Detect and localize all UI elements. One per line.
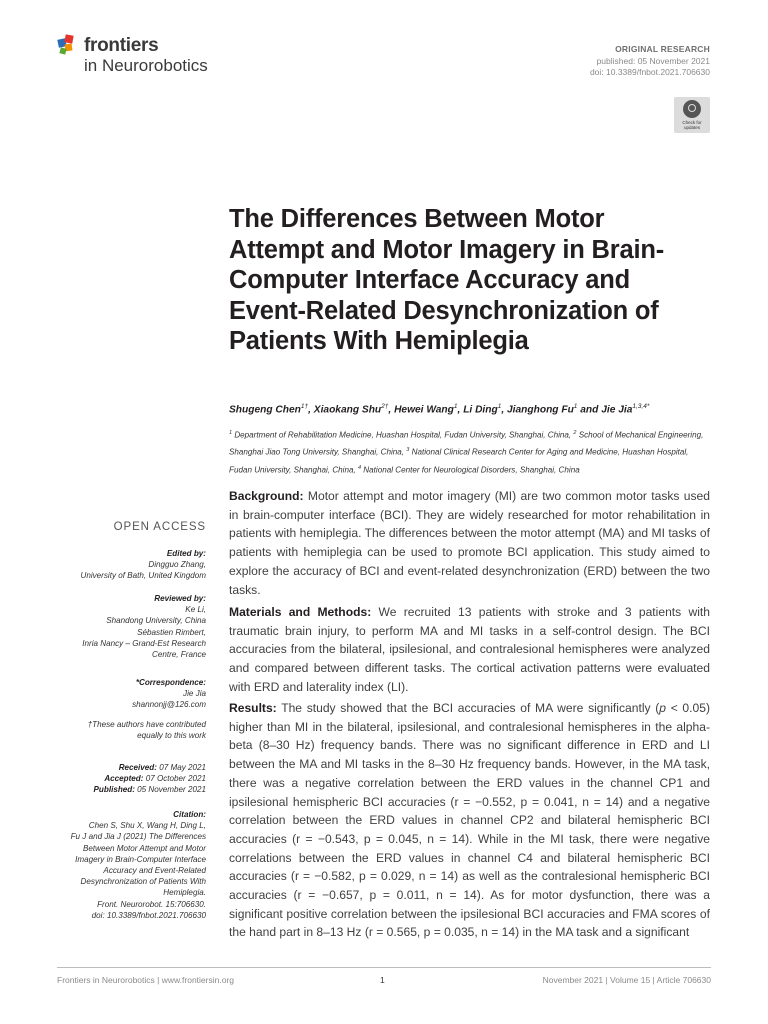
citation-line: Between Motor Attempt and Motor: [83, 843, 206, 853]
published-label: Published:: [93, 785, 135, 795]
stat-value: r = −0.657, p = 0.011, n = 14: [297, 888, 477, 903]
footer-journal-link[interactable]: Frontiers in Neurorobotics | www.frontiersin.org: [57, 975, 234, 985]
abstract-background: [229, 487, 710, 599]
stat-value: r = 0.565, p = 0.035, n = 14: [368, 925, 516, 940]
reviewed-by-label: Reviewed by:: [154, 594, 206, 603]
correspondence-block: [56, 677, 206, 711]
page-number: 1: [380, 975, 385, 985]
affiliations: [229, 426, 711, 478]
affil-num: 4: [357, 464, 362, 471]
p-symbol: p: [659, 701, 667, 715]
citation-line: Imagery in Brain-Computer Interface: [75, 854, 206, 864]
check-updates-button[interactable]: [674, 97, 710, 133]
background-text: Motor attempt and motor imagery (MI) are two common motor tasks used in brain-computer interface (BCI). They are widely researched for motor rehabilitation in patients with hemiplegia. The differences between the motor attempt (MA) and MI tasks of patients with hemiplegia can be used to promote BCI application. This study aimed to explore the accuracy of BCI and event-related desynchronization (ERD) between the two tasks.: [229, 489, 710, 597]
affiliation-1: Department of Rehabilitation Medicine, Huashan Hospital, Fudan University, Shanghai, China,: [234, 430, 572, 440]
open-access-label: OPEN ACCESS: [113, 521, 206, 533]
citation-label: Citation:: [173, 810, 206, 819]
citation-line: Accuracy and Event-Related: [103, 866, 206, 876]
author-list: Shugeng Chen$^{1\dagger}$, Xiaokang Shu$^{2\dagger}$, Hewei Wang$^1$, Li Ding$^1$, Jianghong Fu$^1$ and Jie Jia$^{1,3,4*}$: [229, 403, 650, 416]
dates-block: [56, 762, 206, 796]
bookmark-icon: [683, 100, 701, 118]
doi-link[interactable]: doi: 10.3389/fnbot.2021.706630: [589, 67, 710, 77]
citation-line: Hemiplegia.: [163, 888, 206, 898]
footer-divider: [57, 967, 711, 968]
abstract-methods: [229, 603, 710, 697]
correspondence-email[interactable]: shannonjj@126.com: [132, 700, 206, 710]
frontiers-logo-icon: [57, 33, 83, 59]
affiliation-4: National Center for Neurological Disorders, Shanghai, China: [363, 465, 580, 475]
reviewer-affiliation: Inria Nancy – Grand-Est Research: [82, 638, 206, 648]
edited-by-block: [56, 548, 206, 582]
author-sup: 1,3,4*: [632, 403, 650, 410]
stat-value: r = −0.552, p = 0.041, n = 14: [454, 794, 620, 809]
received-date: 07 May 2021: [159, 763, 206, 772]
results-text: ) in the MA task and a significant: [515, 925, 690, 940]
citation-doi[interactable]: doi: 10.3389/fnbot.2021.706630: [91, 910, 206, 920]
edited-by-label: Edited by:: [166, 549, 206, 558]
footer-issue-info: November 2021 | Volume 15 | Article 706630: [542, 975, 711, 985]
abstract-results: [229, 699, 710, 942]
citation-journal: Front. Neurorobot. 15:706630.: [97, 899, 206, 909]
author-sup: 1: [453, 403, 458, 410]
reviewer-affiliation: Centre, France: [152, 650, 206, 660]
equal-contribution-note: [56, 719, 206, 741]
received-label: Received:: [118, 763, 157, 772]
author-sup: 1†: [300, 403, 309, 410]
correspondence-name: Jie Jia: [183, 689, 206, 699]
correspondence-label: *Correspondence:: [135, 678, 206, 687]
results-text: ). As for motor dysfunction, there was a significant positive correlation between the ipsilesional BCI accuracies and FMA scores of the hand part in 8–13 Hz (: [229, 888, 710, 940]
editor-name: Dingguo Zhang,: [148, 560, 206, 570]
stat-value: r = −0.543, p = 0.045, n = 14: [296, 831, 466, 846]
results-text: < 0.05) higher than MI in the bilateral, ipsilesional, and contralesional hemispheres in the alpha-beta (8–30 Hz) frequency bands. There was no significant difference in ERD and LI between the MA and MI tasks in the 8–30 Hz frequency bands. However, in the MA task, there was a negative correlation between the ERD values in the channel CP1 and ipsilesional hemispheric BCI accuracies (: [229, 701, 710, 809]
citation-line: Desynchronization of Patients With: [80, 877, 206, 887]
check-updates-label: Check for updates: [682, 120, 702, 130]
affiliation-3: National Clinical Research Center for Aging and Medicine, Huashan Hospital, Fudan University, Shanghai, China,: [229, 447, 689, 475]
author-sup: 2†: [381, 403, 389, 410]
results-text: ). While in the MI task, there were negative correlations between the ERD values in channel C4 and bilateral hemispheric BCI accuracies (: [229, 831, 710, 884]
affil-num: 3: [406, 447, 410, 454]
citation-block: [56, 809, 206, 921]
editor-affiliation: University of Bath, United Kingdom: [80, 571, 206, 581]
journal-logo: [57, 33, 227, 81]
article-title: The Differences Between Motor Attempt and Motor Imagery in Brain-Computer Interface Accuracy and Event-Related Desynchronization of Patients With Hemiplegia: [229, 205, 665, 355]
author[interactable]: Shugeng Chen: [229, 404, 301, 416]
methods-text: We recruited 13 patients with stroke and 3 patients with traumatic brain injury, to perform MA and MI tasks in a self-control design. The BCI accuracies from the bilateral, ipsilesional, and contralesional hemispheres were analyzed and compared between different tasks. The cortical activation patterns were evaluated with ERD and laterality index (LI).: [229, 605, 710, 694]
affil-num: 2: [573, 430, 577, 436]
author-sup: 1: [573, 403, 578, 410]
author-sup: 1: [497, 403, 502, 410]
methods-label: Materials and Methods:: [229, 605, 372, 619]
published-date: 05 November 2021: [137, 785, 206, 795]
equal-contribution-text: †These authors have contributed: [87, 720, 206, 729]
article-type: ORIGINAL RESEARCH: [615, 44, 710, 54]
reviewer-name: Ke Li,: [185, 605, 206, 615]
accepted-label: Accepted:: [104, 774, 144, 784]
author[interactable]: Jie Jia: [601, 404, 633, 416]
journal-name: in Neurorobotics: [84, 56, 208, 75]
journal-brand: frontiers: [84, 35, 159, 56]
results-text: The study showed that the BCI accuracies of MA were significantly (: [281, 701, 660, 715]
results-text: ) as well as the contralesional hemispheric BCI accuracies (: [229, 869, 710, 903]
reviewed-by-block: [56, 593, 206, 660]
published-date: published: 05 November 2021: [596, 56, 710, 66]
stat-value: r = −0.582, p = 0.029, n = 14: [294, 869, 455, 884]
citation-line: Chen S, Shu X, Wang H, Ding L,: [88, 821, 206, 831]
reviewer-affiliation: Shandong University, China: [106, 616, 206, 626]
author[interactable]: Li Ding: [463, 404, 498, 416]
results-text: ) and a negative correlation between the ERD values in channel CP2 and bilateral hemispheric BCI accuracies (: [229, 794, 710, 846]
accepted-date: 07 October 2021: [145, 774, 206, 784]
author[interactable]: Jianghong Fu: [507, 404, 574, 416]
citation-line: Fu J and Jia J (2021) The Differences: [70, 832, 206, 842]
results-label: Results:: [229, 701, 277, 715]
affil-num: 1: [229, 430, 233, 436]
reviewer-name: Sébastien Rimbert,: [137, 627, 206, 637]
affiliation-2: School of Mechanical Engineering, Shanghai Jiao Tong University, Shanghai, China,: [229, 430, 704, 457]
author[interactable]: Xiaokang Shu: [313, 404, 382, 416]
author[interactable]: Hewei Wang: [394, 404, 454, 416]
background-label: Background:: [229, 489, 304, 503]
equal-contribution-text: equally to this work: [137, 731, 206, 741]
